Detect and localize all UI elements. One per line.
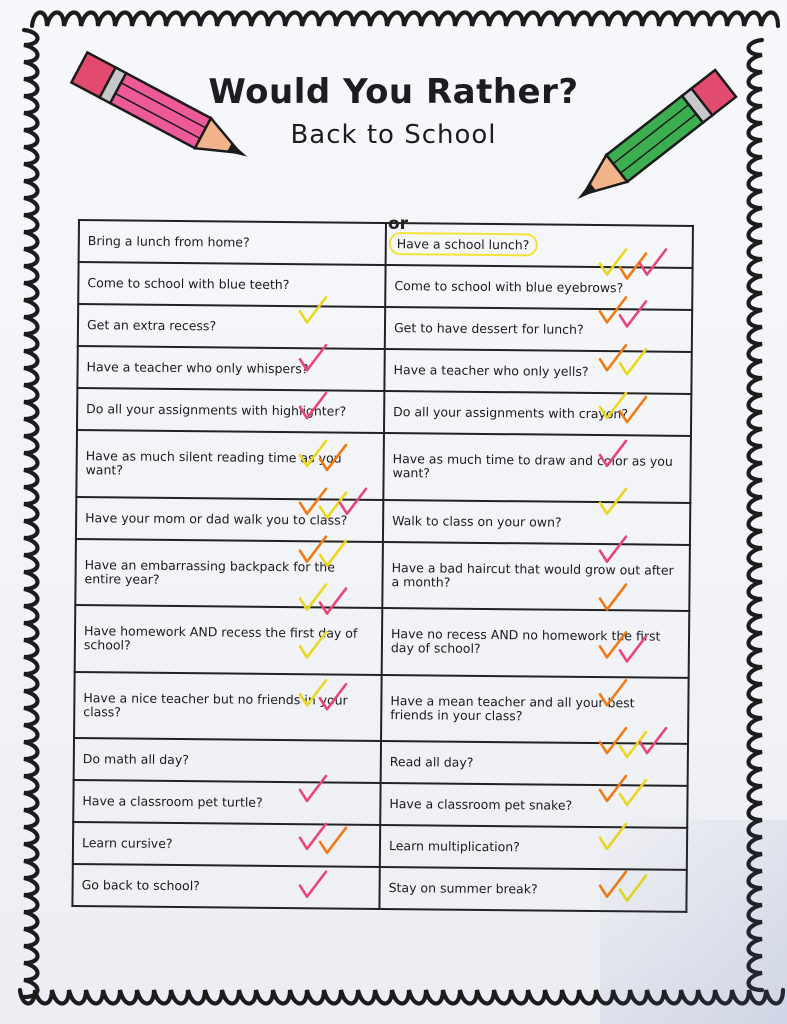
option-left-cell — [74, 738, 381, 783]
option-right-cell — [385, 265, 692, 310]
option-right-cell — [380, 825, 687, 870]
option-left-cell — [77, 346, 384, 391]
option-right-text: Have no recess AND no homework the first day of school? — [390, 626, 661, 657]
table-row — [79, 220, 693, 268]
option-left-cell — [75, 539, 383, 608]
table-row — [77, 346, 691, 394]
question-table-wrapper — [71, 219, 694, 913]
option-right-text: Stay on summer break? — [388, 880, 538, 897]
option-left-cell — [79, 220, 386, 265]
option-left-cell — [78, 262, 385, 307]
option-right-cell — [381, 674, 689, 743]
option-left-text: Come to school with blue teeth? — [87, 275, 290, 293]
option-left-text: Bring a lunch from home? — [87, 233, 250, 250]
option-right-text: Have a bad haircut that would grow out after a month? — [391, 559, 674, 590]
option-left-text: Go back to school? — [81, 877, 200, 894]
option-right-text: Walk to class on your own? — [392, 512, 562, 530]
option-right-cell — [383, 433, 691, 502]
page-subtitle: Back to School — [290, 120, 497, 150]
option-right-cell — [382, 608, 690, 677]
page-title: Would You Rather? — [208, 72, 579, 112]
table-row — [72, 864, 686, 912]
table-row — [74, 738, 688, 786]
option-right-cell — [384, 391, 691, 436]
option-left-text: Have a classroom pet turtle? — [82, 793, 263, 810]
option-right-text: Do all your assignments with crayon? — [393, 404, 629, 422]
option-right-cell — [382, 541, 690, 610]
option-right-cell — [381, 741, 688, 786]
table-row — [77, 388, 691, 436]
table-row — [75, 539, 690, 611]
option-left-cell — [73, 822, 380, 867]
option-left-cell — [77, 388, 384, 433]
option-left-cell — [76, 497, 383, 542]
option-left-text: Do all your assignments with highlighter? — [86, 401, 347, 419]
option-right-text: Come to school with blue eyebrows? — [394, 278, 624, 296]
option-left-text: Have your mom or dad walk you to class? — [85, 509, 348, 528]
option-right-text: Have a teacher who only yells? — [393, 362, 589, 379]
option-right-cell — [383, 499, 690, 544]
table-row — [76, 430, 691, 502]
option-left-cell — [74, 672, 382, 741]
option-right-text: Read all day? — [389, 754, 474, 770]
option-right-cell — [380, 783, 687, 828]
question-table — [71, 219, 694, 913]
option-left-cell — [76, 430, 384, 499]
option-right-text: Learn multiplication? — [388, 838, 520, 855]
option-left-cell — [73, 780, 380, 825]
table-row — [73, 780, 687, 828]
option-right-cell — [379, 867, 686, 912]
option-right-cell — [384, 349, 691, 394]
option-right-cell — [386, 223, 693, 268]
table-row — [76, 497, 690, 545]
option-left-text: Have as much silent reading time as you want? — [85, 448, 342, 478]
table-row — [74, 672, 689, 744]
option-left-text: Have homework AND recess the first day of school? — [83, 623, 358, 653]
title-block — [0, 72, 787, 150]
option-left-text: Have an embarrassing backpack for the entire year? — [84, 556, 336, 587]
option-left-cell — [72, 864, 379, 909]
option-left-text: Get an extra recess? — [86, 317, 217, 334]
option-left-text: Have a nice teacher but no friends in your class? — [83, 689, 348, 720]
table-row — [78, 304, 692, 352]
option-left-cell — [78, 304, 385, 349]
option-right-text: Get to have dessert for lunch? — [393, 320, 584, 337]
option-right-text-circled: Have a school lunch? — [389, 232, 538, 256]
or-label: or — [388, 214, 409, 234]
option-right-text: Have a mean teacher and all your best friends in your class? — [390, 692, 635, 724]
option-right-text: Have a classroom pet snake? — [389, 796, 573, 813]
option-right-cell — [385, 307, 692, 352]
option-left-text: Do math all day? — [82, 751, 189, 768]
option-left-text: Have a teacher who only whispers? — [86, 359, 309, 377]
option-left-text: Learn cursive? — [81, 835, 173, 851]
table-row — [73, 822, 687, 870]
table-row — [78, 262, 692, 310]
option-left-cell — [75, 605, 383, 674]
option-right-text: Have as much time to draw and color as you want? — [392, 451, 673, 481]
table-row — [75, 605, 690, 677]
